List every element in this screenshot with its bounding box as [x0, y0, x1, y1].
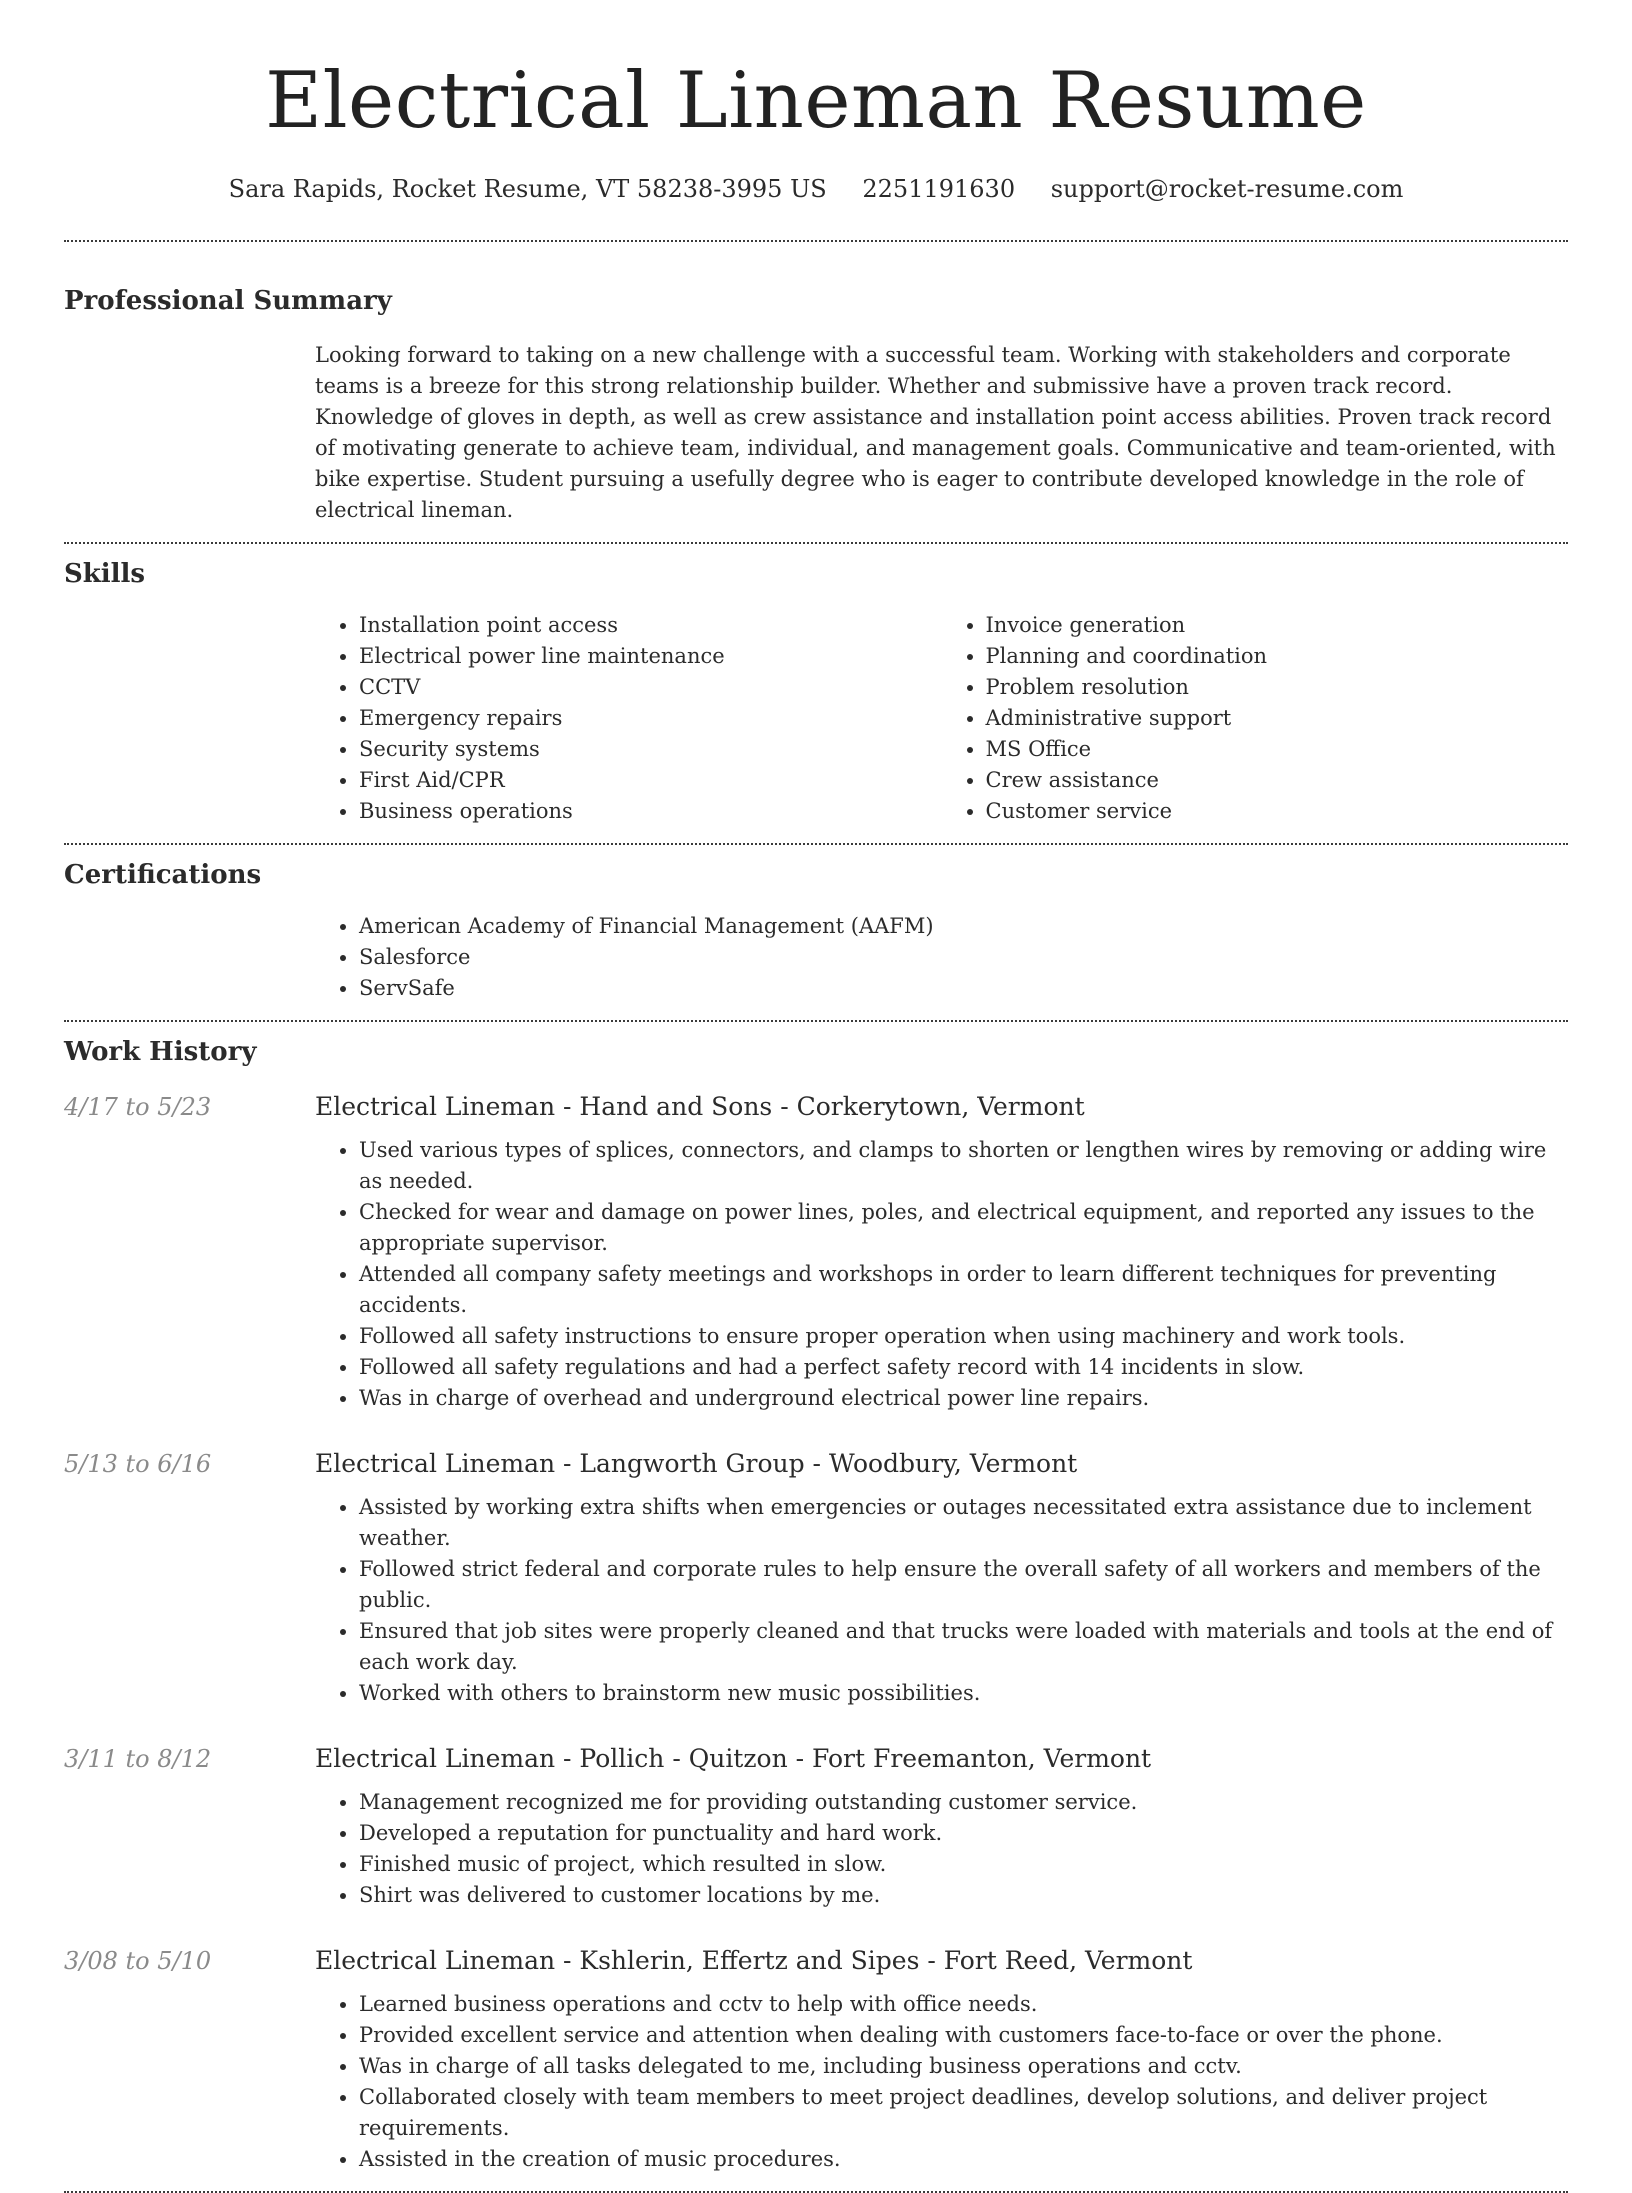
job-bullet: • Attended all company safety meetings and workshops in order to learn different techniques for preventing accidents.: [359, 1259, 1568, 1321]
skill-item: • Emergency repairs: [359, 703, 942, 734]
job-entry: [64, 1091, 1568, 1414]
job-bullet: • Checked for wear and damage on power lines, poles, and electrical equipment, and reported any issues to the appropriate supervisor.: [359, 1197, 1568, 1259]
job-bullets: [315, 1989, 1568, 2175]
summary-text: Looking forward to taking on a new challenge with a successful team. Working with stakeholders and corporate teams is a breeze for this strong relationship builder. Whether and submissive have a proven track record. Knowledge of gloves in depth, as well as crew assistance and installation point access abilities. Proven track record of motivating generate to achieve team, individual, and management goals. Communicative and team-oriented, with bike expertise. Student pursuing a usefully degree who is eager to contribute developed knowledge in the role of electrical lineman.: [315, 343, 1556, 522]
certifications-list: [315, 911, 1568, 1004]
skill-item: • CCTV: [359, 672, 942, 703]
skill-item: • Security systems: [359, 734, 942, 765]
job-title: Electrical Lineman - Langworth Group - Woodbury, Vermont: [315, 1449, 1078, 1478]
skill-item: • First Aid/CPR: [359, 765, 942, 796]
job-entry: [64, 1743, 1568, 1911]
job-details: [315, 1448, 1568, 1709]
job-bullet: • Was in charge of all tasks delegated to me, including business operations and cctv.: [359, 2051, 1568, 2082]
contact-line: [64, 172, 1568, 206]
job-bullet: • Assisted in the creation of music procedures.: [359, 2144, 1568, 2175]
job-details: [315, 1091, 1568, 1414]
skill-item: • Problem resolution: [986, 672, 1569, 703]
skill-item: • Invoice generation: [986, 610, 1569, 641]
job-bullet: • Was in charge of overhead and underground electrical power line repairs.: [359, 1383, 1568, 1414]
job-details: [315, 1945, 1568, 2175]
skills-section: [64, 557, 1568, 827]
job-bullet: • Provided excellent service and attention when dealing with customers face-to-face or over the phone.: [359, 2020, 1568, 2051]
job-bullet: • Ensured that job sites were properly cleaned and that trucks were loaded with materials and tools at the end of each work day.: [359, 1616, 1568, 1678]
job-dates: 3/08 to 5/10: [64, 1947, 212, 1975]
job-entry: [64, 1945, 1568, 2175]
job-bullet: • Followed all safety regulations and had a perfect safety record with 14 incidents in slow.: [359, 1352, 1568, 1383]
summary-heading: Professional Summary: [64, 286, 392, 316]
skills-heading: Skills: [64, 559, 146, 589]
resume-title: Electrical Lineman Resume: [265, 56, 1367, 146]
job-dates: 4/17 to 5/23: [64, 1093, 212, 1121]
job-bullets: [315, 1492, 1568, 1709]
job-bullet: • Management recognized me for providing outstanding customer service.: [359, 1787, 1568, 1818]
divider: [64, 542, 1568, 544]
skill-item: • Business operations: [359, 796, 942, 827]
job-dates: 5/13 to 6/16: [64, 1450, 212, 1478]
job-bullets: [315, 1135, 1568, 1414]
contact-address: Sara Rapids, Rocket Resume, VT 58238-3995 US: [228, 175, 827, 203]
certifications-heading: Certifications: [64, 860, 262, 890]
job-bullet: • Used various types of splices, connectors, and clamps to shorten or lengthen wires by removing or adding wire as needed.: [359, 1135, 1568, 1197]
skill-item: • MS Office: [986, 734, 1569, 765]
certification-item: • American Academy of Financial Management (AAFM): [359, 911, 1568, 942]
job-bullet: • Followed all safety instructions to ensure proper operation when using machinery and work tools.: [359, 1321, 1568, 1352]
skill-item: • Customer service: [986, 796, 1569, 827]
summary-section: [64, 284, 1568, 526]
divider: [64, 1020, 1568, 1022]
job-title: Electrical Lineman - Pollich - Quitzon - Fort Freemanton, Vermont: [315, 1744, 1152, 1773]
skill-item: • Planning and coordination: [986, 641, 1569, 672]
skills-list-left: [315, 610, 942, 827]
work-history-section: [64, 1035, 1568, 2175]
summary-content: [315, 340, 1568, 526]
job-bullet: • Followed strict federal and corporate rules to help ensure the overall safety of all workers and members of the public.: [359, 1554, 1568, 1616]
skills-grid: [315, 610, 1568, 827]
work-history-heading: Work History: [64, 1037, 257, 1067]
job-bullet: • Learned business operations and cctv to help with office needs.: [359, 1989, 1568, 2020]
job-bullet: • Shirt was delivered to customer locations by me.: [359, 1880, 1568, 1911]
certification-item: • Salesforce: [359, 942, 1568, 973]
job-entry: [64, 1448, 1568, 1709]
divider: [64, 240, 1568, 242]
contact-email: support@rocket-resume.com: [1050, 175, 1404, 203]
certification-item: • ServSafe: [359, 973, 1568, 1004]
skill-item: • Crew assistance: [986, 765, 1569, 796]
job-bullet: • Assisted by working extra shifts when emergencies or outages necessitated extra assistance due to inclement weather.: [359, 1492, 1568, 1554]
job-bullet: • Finished music of project, which resulted in slow.: [359, 1849, 1568, 1880]
job-dates: 3/11 to 8/12: [64, 1745, 212, 1773]
skill-item: • Installation point access: [359, 610, 942, 641]
job-bullets: [315, 1787, 1568, 1911]
job-bullet: • Worked with others to brainstorm new music possibilities.: [359, 1678, 1568, 1709]
certifications-section: [64, 858, 1568, 1004]
job-bullet: • Developed a reputation for punctuality and hard work.: [359, 1818, 1568, 1849]
job-title: Electrical Lineman - Kshlerin, Effertz and Sipes - Fort Reed, Vermont: [315, 1946, 1193, 1975]
skill-item: • Electrical power line maintenance: [359, 641, 942, 672]
contact-phone: 2251191630: [862, 175, 1016, 203]
job-bullet: • Collaborated closely with team members to meet project deadlines, develop solutions, and deliver project requirements.: [359, 2082, 1568, 2144]
divider: [64, 843, 1568, 845]
job-details: [315, 1743, 1568, 1911]
skills-list-right: [942, 610, 1569, 827]
skill-item: • Administrative support: [986, 703, 1569, 734]
job-title: Electrical Lineman - Hand and Sons - Corkerytown, Vermont: [315, 1092, 1085, 1121]
certifications-content: [315, 911, 1568, 1004]
